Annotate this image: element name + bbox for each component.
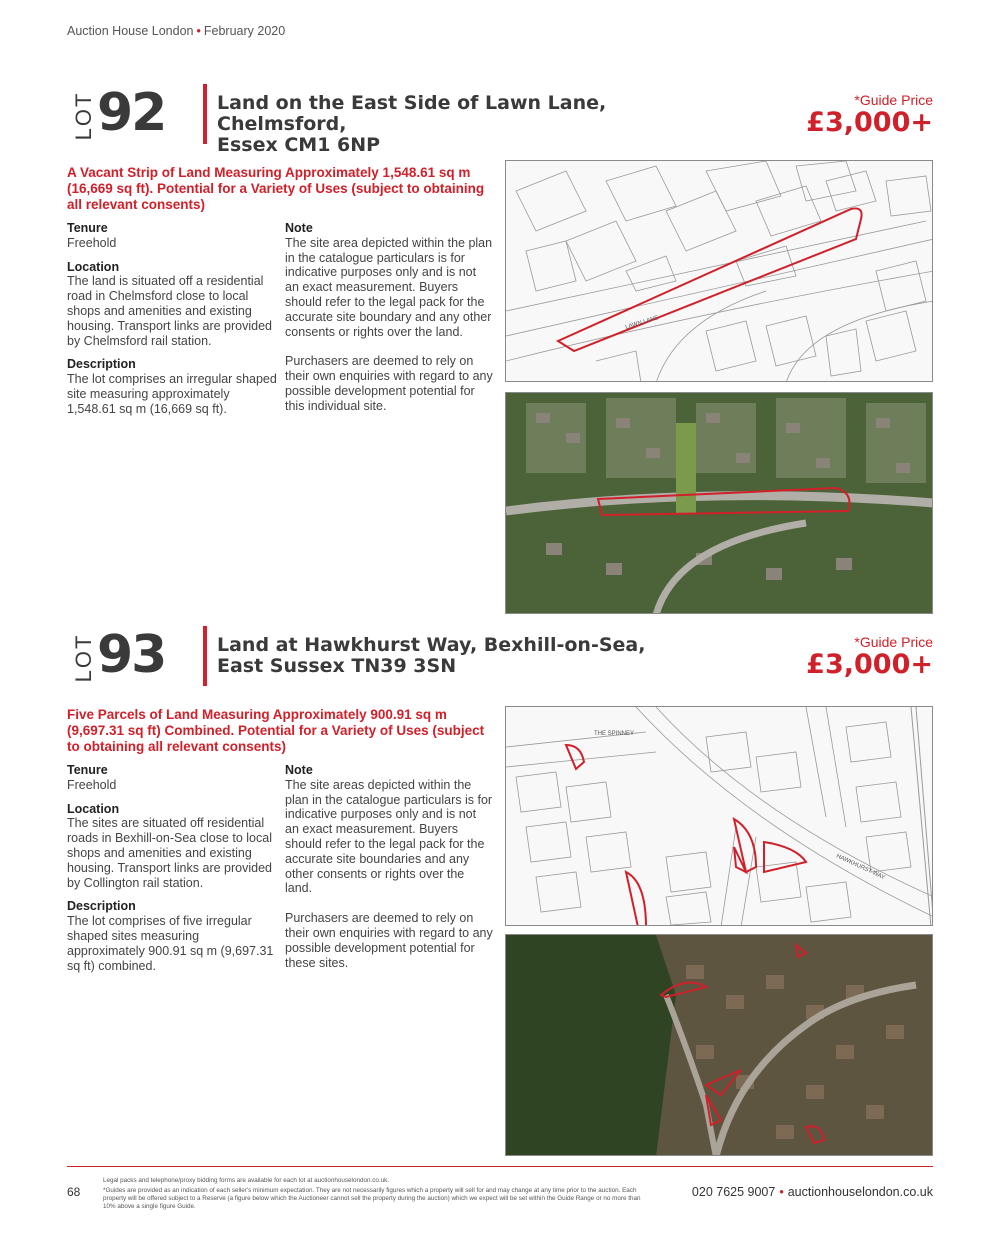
location-text: The land is situated off a residential road in Chelmsford close to local shops and amenities and existing housing. Transport links are provided by Chelmsford rail station. [67,274,272,348]
lot-label: LOT [71,633,96,683]
note-text: The site areas depicted within the plan in the catalogue particulars is for indicative purposes only and is not an exact measurement. Buyers should refer to the legal pack for the accurate site boundaries and any other consents or rights over the land. [285,777,493,896]
guide-price-block [806,92,933,138]
footer-contact [692,1185,933,1199]
aerial-photo [505,934,933,1156]
note-text-2: Purchasers are deemed to rely on their own enquiries with regard to any possible development potential for these sites. [285,911,493,970]
tenure-heading: Tenure [67,221,108,235]
note-heading: Note [285,763,313,777]
footnotes [103,1177,643,1211]
location-text: The sites are situated off residential roads in Bexhill-on-Sea close to local shops and amenities and existing housing. Transport links are provided by Collington rail station. [67,816,272,890]
page-header [67,24,285,38]
lot-93 [67,626,933,1156]
lot-headline: A Vacant Strip of Land Measuring Approximately 1,548.61 sq m (16,669 sq ft). Potential for a Variety of Uses (subject to obtaining all relevant consents) [67,165,485,212]
issue-date: February 2020 [203,24,286,38]
page-number: 68 [67,1185,81,1199]
guide-price: £3,000+ [806,649,933,680]
lot-number: 92 [97,83,166,143]
details-right-column [285,763,493,979]
guide-price-label: *Guide Price [854,92,933,108]
site-plan-map [505,706,933,926]
lot-title: Land on the East Side of Lawn Lane, Chelmsford, Essex CM1 6NP [217,92,607,156]
site-plan-map [505,160,933,382]
description-text: The lot comprises of five irregular shaped sites measuring approximately 900.91 sq m (9,697.31 sq ft) combined. [67,914,274,973]
description-heading: Description [67,357,136,372]
tenure-heading: Tenure [67,763,108,777]
tenure-value: Freehold [67,777,117,792]
details-left-column [67,221,279,426]
website-link[interactable]: auctionhouselondon.co.uk [787,1185,933,1199]
footnote-legal-packs: Legal packs and telephone/proxy bidding forms are available for each lot at auctionhouselondon.co.uk. [103,1177,389,1184]
map-road-label: THE SPINNEY [594,731,635,737]
tenure-value: Freehold [67,235,117,250]
footnote-guide-disclaimer: *Guides are provided as an indication of each seller's minimum expectation. They are not necessarily figures which a property will sell for and may change at any time prior to the auction. Each property will be offered subject to a Reserve (a figure below which the Auctioneer cannot sell the property during the auction) which we expect will be set within the Guide Range or no more than 10% above a single figure Guide. [103,1187,641,1210]
location-heading: Location [67,259,120,274]
publisher-name: Auction House London [67,24,194,38]
lot-92 [67,84,933,614]
map-road-label: LAWN LANE [624,315,660,331]
lot-headline: Five Parcels of Land Measuring Approximately 900.91 sq m (9,697.31 sq ft) Combined. Potential for a Variety of Uses (subject to obtaining all relevant consents) [67,707,485,754]
guide-price-block [806,634,933,680]
note-heading: Note [285,221,313,235]
details-left-column [67,763,279,982]
guide-price: £3,000+ [806,107,933,138]
map-road-label-2: HAWKHURST WAY [835,853,886,882]
lot-number: 93 [97,625,166,685]
bullet-separator: • [779,1185,784,1199]
note-text-2: Purchasers are deemed to rely on their own enquiries with regard to any possible development potential for this individual site. [285,354,493,413]
details-right-column [285,221,493,423]
guide-price-label: *Guide Price [854,634,933,650]
note-text: The site area depicted within the plan in the catalogue particulars is for indicative purposes only and is not an exact measurement. Buyers should refer to the legal pack for the accurate site boundary and any other consents or rights over the land. [285,235,493,339]
description-text: The lot comprises an irregular shaped site measuring approximately 1,548.61 sq m (16,669 sq ft). [67,372,277,416]
phone-number[interactable]: 020 7625 9007 [691,1185,776,1199]
location-heading: Location [67,801,120,816]
lot-title: Land at Hawkhurst Way, Bexhill-on-Sea, East Sussex TN39 3SN [217,634,646,677]
title-accent-bar [203,84,207,144]
description-heading: Description [67,899,136,914]
aerial-photo [505,392,933,614]
footer-rule [67,1166,933,1167]
lot-label: LOT [71,91,96,141]
bullet-separator: • [196,24,201,38]
title-accent-bar [203,626,207,686]
